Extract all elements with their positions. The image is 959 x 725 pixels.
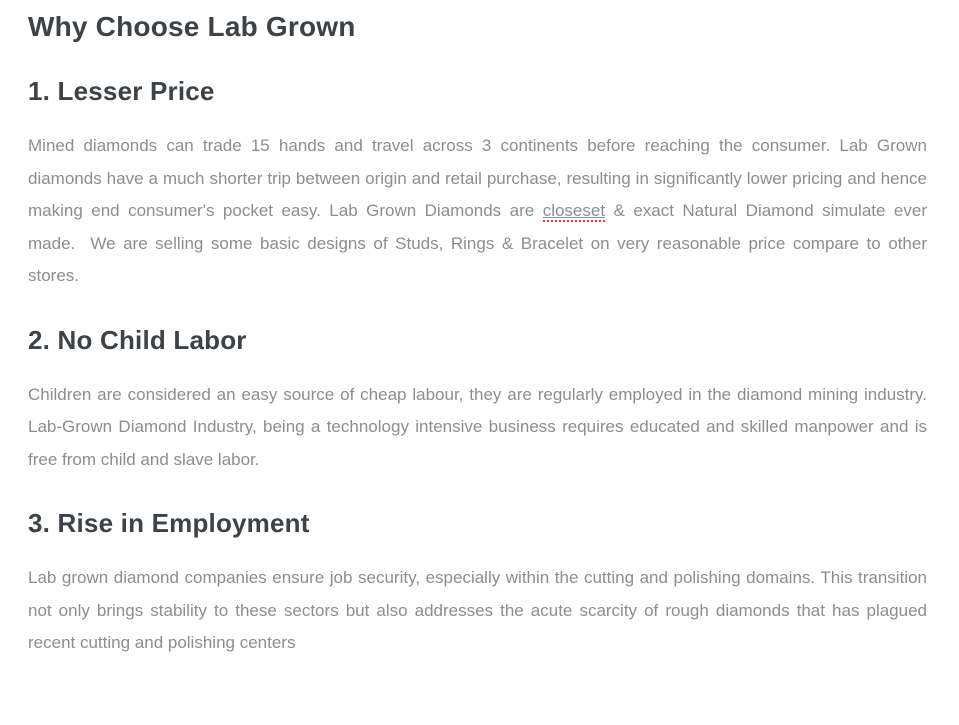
page-content — [0, 10, 959, 660]
paragraph-rise-in-employment: Lab grown diamond companies ensure job security, especially within the cutting and polishing domains. This transition not only brings stability to these sectors but also addresses the acute scarcity of rough diamonds that has plagued recent cutting and polishing centers — [28, 568, 927, 652]
paragraph-text: & exact Natural Diamond simulate ever made. We are selling some basic designs of Studs, Rings & Bracelet on very reasonable price compare to other stores. — [28, 201, 927, 285]
misspelled-word: closeset — [542, 201, 606, 220]
page-title: Why Choose Lab Grown — [28, 11, 356, 42]
paragraph-lesser-price — [28, 130, 927, 293]
section-heading-no-child-labor: 2. No Child Labor — [28, 324, 247, 355]
section-heading-lesser-price: 1. Lesser Price — [28, 76, 215, 106]
paragraph-text: Mined diamonds can trade 15 hands and travel across 3 continents before reaching the consumer. Lab Grown diamonds have a much shorter trip between origin and retail purchase, resulting in significantly lower pricing and hence making end consumer's pocket easy. Lab Grown Diamonds are — [28, 136, 927, 220]
paragraph-no-child-labor: Children are considered an easy source of cheap labour, they are regularly employed in the diamond mining industry. Lab-Grown Diamond Industry, being a technology intensive business requires educated and skilled manpower and is free from child and slave labor. — [28, 384, 927, 469]
section-heading-rise-in-employment: 3. Rise in Employment — [28, 508, 310, 538]
